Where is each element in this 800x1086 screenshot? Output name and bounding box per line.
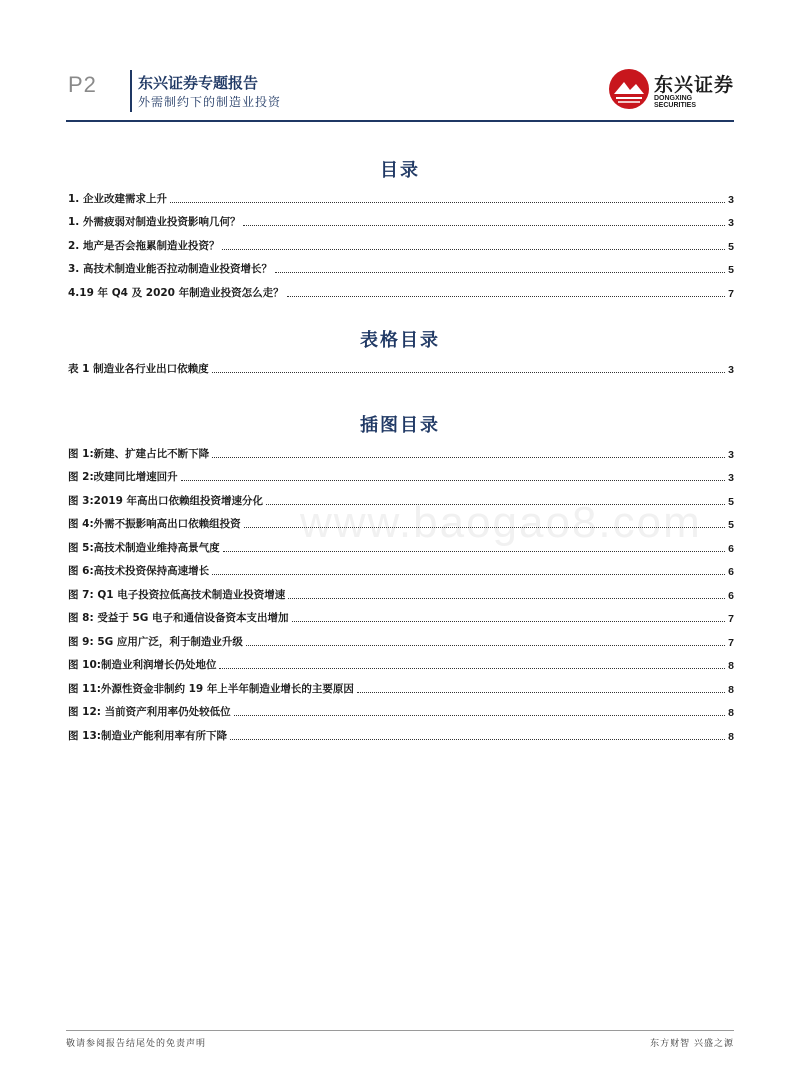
figure-list-entry-page: 6 — [728, 566, 734, 578]
toc-dot-leader — [223, 550, 725, 552]
toc-entry-page: 3 — [728, 193, 734, 206]
table-list-title: 表格目录 — [360, 330, 440, 351]
figure-list-entry-page: 8 — [728, 730, 734, 743]
figure-list-entry-page: 6 — [728, 542, 734, 555]
toc-entry-page: 5 — [728, 264, 734, 276]
table-list-entry-text: 表 1 制造业各行业出口依赖度 — [68, 362, 209, 375]
figure-list-entry[interactable] — [68, 672, 734, 696]
page-number-label: P2 — [68, 72, 97, 97]
figure-list-entry-text: 图 10:制造业利润增长仍处地位 — [68, 659, 217, 671]
figure-list-entry[interactable] — [68, 696, 734, 720]
figure-list-entry-text: 图 6:高技术投资保持高速增长 — [68, 565, 210, 577]
page-header — [66, 64, 734, 122]
figure-list-entry-text: 图 8: 受益于 5G 电子和通信设备资本支出增加 — [68, 612, 289, 624]
toc-dot-leader — [222, 248, 725, 250]
figure-list-entry-text: 图 3:2019 年高出口依赖组投资增速分化 — [68, 494, 264, 507]
footer-rule — [66, 1030, 734, 1031]
figure-list-entry-page: 5 — [728, 519, 734, 531]
figure-list-entry-text: 图 4:外需不振影响高出口依赖组投资 — [68, 518, 241, 530]
figure-list-entry[interactable] — [68, 602, 734, 626]
figure-list-entry-text: 图 9: 5G 应用广泛，利于制造业升级 — [68, 635, 243, 648]
figure-list-entry[interactable] — [68, 649, 734, 673]
figure-list-entry-page: 7 — [728, 613, 734, 625]
figure-list-entry-page: 6 — [728, 589, 734, 602]
toc-entry[interactable] — [68, 182, 734, 206]
disclaimer-note: 敬请参阅报告结尾处的免责声明 — [66, 1039, 207, 1049]
toc-list — [68, 182, 734, 300]
toc-dot-leader — [243, 224, 725, 226]
dongxing-logo-icon — [608, 68, 650, 110]
toc-entry-text: 1. 企业改建需求上升 — [68, 192, 167, 205]
toc-entry[interactable] — [68, 229, 734, 253]
figure-list-entry-page: 8 — [728, 683, 734, 696]
figure-list — [68, 437, 734, 743]
figure-list-entry-page: 3 — [728, 448, 734, 461]
company-slogan: 东方财智 兴盛之源 — [650, 1039, 734, 1049]
figure-list-entry-page: 3 — [728, 472, 734, 484]
toc-dot-leader — [246, 644, 725, 646]
watermark: www.baogao8.com — [300, 498, 702, 547]
toc-dot-leader — [219, 667, 725, 669]
table-list-entry[interactable] — [68, 352, 734, 376]
toc-dot-leader — [212, 371, 726, 373]
toc-dot-leader — [234, 714, 726, 716]
toc-entry-text: 2. 地产是否会拖累制造业投资？ — [68, 239, 220, 252]
figure-list-entry[interactable] — [68, 625, 734, 649]
table-list — [68, 352, 734, 376]
toc-entry-text: 3. 高技术制造业能否拉动制造业投资增长？ — [68, 263, 272, 275]
toc-entry[interactable] — [68, 276, 734, 300]
toc-dot-leader — [288, 597, 725, 599]
report-subtitle: 外需制约下的制造业投资 — [138, 95, 282, 109]
figure-list-entry-page: 8 — [728, 707, 734, 719]
figure-list-entry-text: 图 1:新建、扩建占比不断下降 — [68, 447, 210, 460]
toc-entry[interactable] — [68, 253, 734, 277]
figure-list-entry-page: 5 — [728, 495, 734, 508]
company-logo — [608, 68, 734, 112]
toc-dot-leader — [212, 456, 725, 458]
figure-list-entry-text: 图 7: Q1 电子投资拉低高技术制造业投资增速 — [68, 588, 286, 601]
toc-entry-page: 7 — [728, 287, 734, 300]
toc-dot-leader — [230, 738, 725, 740]
figure-list-entry[interactable] — [68, 437, 734, 461]
figure-list-title: 插图目录 — [360, 415, 440, 436]
figure-list-entry-text: 图 5:高技术制造业维持高景气度 — [68, 541, 220, 554]
logo-company-name-en: DONGXING SECURITIES — [654, 95, 697, 109]
toc-dot-leader — [212, 573, 725, 575]
table-list-entry-page: 3 — [728, 363, 734, 376]
toc-entry-text: 1. 外需疲弱对制造业投资影响几何？ — [68, 216, 241, 228]
toc-dot-leader — [170, 201, 725, 203]
figure-list-entry-text: 图 13:制造业产能利用率有所下降 — [68, 729, 227, 742]
figure-list-entry-text: 图 11:外源性资金非制约 19 年上半年制造业增长的主要原因 — [68, 682, 354, 695]
figure-list-entry[interactable] — [68, 555, 734, 579]
toc-entry-page: 5 — [728, 240, 734, 253]
toc-entry-page: 3 — [728, 217, 734, 229]
report-title: 东兴证券专题报告 — [138, 74, 259, 92]
toc-dot-leader — [181, 479, 725, 481]
figure-list-entry-text: 图 2:改建同比增速回升 — [68, 471, 178, 483]
toc-dot-leader — [292, 620, 726, 622]
logo-company-name: 东兴证券 — [654, 74, 735, 96]
header-divider — [130, 70, 132, 112]
toc-entry[interactable] — [68, 206, 734, 230]
toc-dot-leader — [275, 271, 725, 273]
header-rule — [66, 120, 734, 122]
figure-list-entry-page: 8 — [728, 660, 734, 672]
toc-entry-text: 4.19 年 Q4 及 2020 年制造业投资怎么走？ — [68, 286, 284, 299]
figure-list-entry-text: 图 12: 当前资产利用率仍处较低位 — [68, 706, 231, 718]
toc-dot-leader — [357, 691, 725, 693]
figure-list-entry[interactable] — [68, 461, 734, 485]
toc-title: 目录 — [380, 160, 420, 181]
figure-list-entry[interactable] — [68, 578, 734, 602]
figure-list-entry-page: 7 — [728, 636, 734, 649]
figure-list-entry[interactable] — [68, 719, 734, 743]
toc-dot-leader — [287, 295, 726, 297]
